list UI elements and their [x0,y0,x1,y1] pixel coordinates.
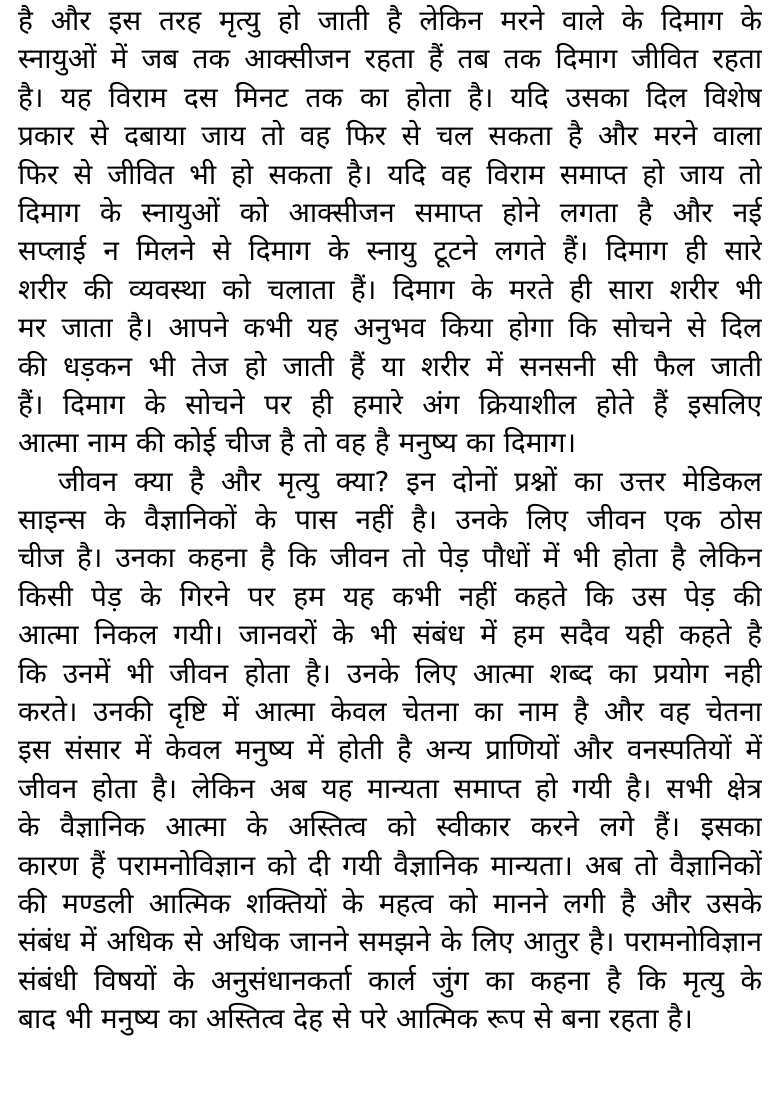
text-line: जीवन क्या है और मृत्यु क्या? इन दोनों प्रश्नों का उत्तर मेडिकल [58,464,762,498]
text-line: संबंध में अधिक से अधिक जानने समझने के लिए आतुर है। परामनोविज्ञान [18,925,762,959]
text-line: फिर से जीवित भी हो सकता है। यदि वह विराम समाप्त हो जाय तो [18,157,762,191]
paragraph-1 [18,2,762,463]
text-line: दिमाग के स्नायुओं को आक्सीजन समाप्त होने लगता है और नई [18,195,762,229]
paragraph-2 [18,463,762,1039]
document-page [18,0,762,1110]
text-line: किसी पेड़ के गिरने पर हम यह कभी नहीं कहते कि उस पेड़ की [18,579,762,613]
text-line: हैं। दिमाग के सोचने पर ही हमारे अंग क्रियाशील होते हैं इसलिए [18,387,762,421]
text-line: जीवन होता है। लेकिन अब यह मान्यता समाप्त हो गयी है। सभी क्षेत्र [18,771,762,805]
text-line: चीज है। उनका कहना है कि जीवन तो पेड़ पौधों में भी होता है लेकिन [18,541,762,575]
text-line: है। यह विराम दस मिनट तक का होता है। यदि उसका दिल विशेष [18,80,762,114]
text-line: आत्मा निकल गयी। जानवरों के भी संबंध में हम सदैव यही कहते है [18,618,762,652]
text-line: शरीर की व्यवस्था को चलाता हैं। दिमाग के मरते ही सारा शरीर भी [18,272,762,306]
text-line: सप्लाई न मिलने से दिमाग के स्नायु टूटने लगते हैं। दिमाग ही सारे [18,234,762,268]
text-line: इस संसार में केवल मनुष्य में होती है अन्य प्राणियों और वनस्पतियों में [18,733,762,767]
text-line: की मण्डली आत्मिक शक्तियों के महत्व को मानने लगी है और उसके [18,886,762,920]
text-line: करते। उनकी दृष्टि में आत्मा केवल चेतना का नाम है और वह चेतना [18,695,762,729]
text-line: कि उनमें भी जीवन होता है। उनके लिए आत्मा शब्द का प्रयोग नही [18,656,762,690]
text-line: साइन्स के वैज्ञानिकों के पास नहीं है। उनके लिए जीवन एक ठोस [18,503,762,537]
text-line: बाद भी मनुष्य का अस्तित्व देह से परे आत्मिक रूप से बना रहता है। [18,1002,693,1036]
text-line: के वैज्ञानिक आत्मा के अस्तित्व को स्वीकार करने लगे हैं। इसका [18,810,762,844]
text-line: संबंधी विषयों के अनुसंधानकर्ता कार्ल जुंग का कहना है कि मृत्यु के [18,963,762,997]
text-line: कारण हैं परामनोविज्ञान को दी गयी वैज्ञानिक मान्यता। अब तो वैज्ञानिकों [18,848,762,882]
text-line: मर जाता है। आपने कभी यह अनुभव किया होगा कि सोचने से दिल [18,311,762,345]
text-line: है और इस तरह मृत्यु हो जाती है लेकिन मरने वाले के दिमाग के [18,4,762,37]
text-line: स्नायुओं में जब तक आक्सीजन रहता हैं तब तक दिमाग जीवित रहता [18,42,762,76]
text-line: की धड़कन भी तेज हो जाती हैं या शरीर में सनसनी सी फैल जाती [18,349,762,383]
text-line: आत्मा नाम की कोई चीज है तो वह है मनुष्य का दिमाग। [18,426,577,460]
text-line: प्रकार से दबाया जाय तो वह फिर से चल सकता है और मरने वाला [18,119,762,153]
